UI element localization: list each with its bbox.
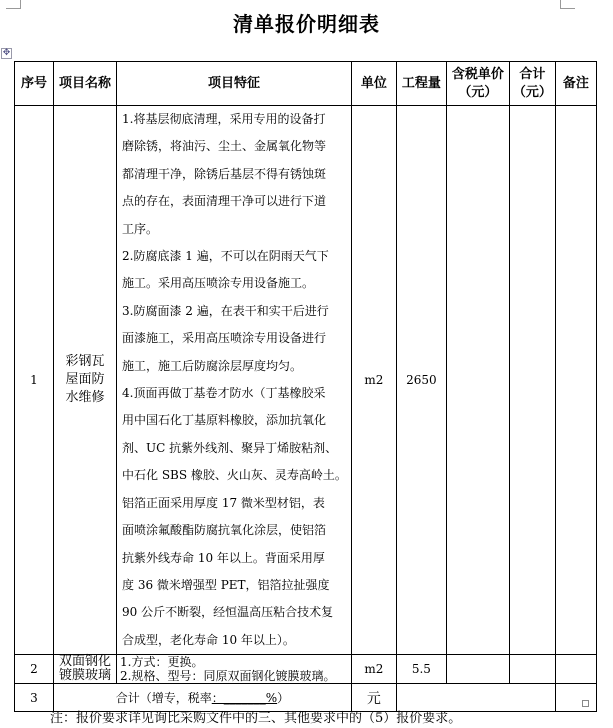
- feature-line: 点的存在，表面清理干净可以进行下道: [122, 194, 327, 209]
- feature-line: 剂、UC 抗紫外线剂、聚异丁烯胺粘剂、: [122, 440, 338, 455]
- feature-line: 4.顶面再做丁基卷才防水（丁基橡胶采: [122, 386, 326, 401]
- row-remark[interactable]: [555, 106, 596, 655]
- row-unit-price[interactable]: [446, 106, 509, 655]
- row-remark[interactable]: [555, 655, 596, 684]
- header-quantity: 工程量: [396, 62, 446, 106]
- feature-line: 中石化 SBS 橡胶、火山灰、灵寿高岭土。: [122, 468, 347, 483]
- feature-line: 度 36 微米增强型 PET，铝箔拉扯强度: [122, 577, 330, 592]
- row-features[interactable]: [117, 106, 352, 655]
- header-total: 合计（元）: [509, 62, 555, 106]
- feature-line: 合成型，老化寿命 10 年以上）。: [122, 632, 295, 647]
- feature-line: 面漆施工，采用高压喷涂专用设备进行: [122, 331, 327, 346]
- header-name: 项目名称: [54, 62, 117, 106]
- feature-line: 90 公斤不断裂，经恒温高压粘合技术复: [122, 605, 334, 620]
- table-row: [15, 655, 597, 684]
- row-quantity[interactable]: 2650: [396, 106, 446, 655]
- header-features: 项目特征: [117, 62, 352, 106]
- row-name[interactable]: 彩钢瓦屋面防水维修: [54, 106, 117, 655]
- row-features[interactable]: [117, 655, 352, 684]
- feature-line: 2.防腐底漆 1 遍，不可以在阴雨天气下: [122, 249, 329, 264]
- row-unit-price[interactable]: [446, 655, 509, 684]
- total-no: 3: [15, 684, 54, 712]
- row-no[interactable]: 2: [15, 655, 54, 684]
- feature-line: 面喷涂氟酸酯防腐抗氧化涂层，使铝箔: [122, 523, 327, 538]
- tax-rate-field[interactable]: ：_______%: [211, 691, 278, 706]
- table-row: [15, 106, 597, 655]
- header-no: 序号: [15, 62, 54, 106]
- quote-table: [14, 61, 597, 712]
- total-remark[interactable]: [555, 684, 596, 712]
- row-total[interactable]: [509, 655, 555, 684]
- feature-line: 1.方式：更换。: [120, 655, 204, 670]
- feature-line: 施工。采用高压喷涂专用设备施工。: [122, 276, 315, 291]
- feature-line: 磨除锈，将油污、尘土、金属氧化物等: [122, 139, 327, 154]
- total-unit: 元: [351, 684, 396, 712]
- feature-line: 都清理干净，除锈后基层不得有锈蚀斑: [122, 166, 327, 181]
- row-name[interactable]: 双面钢化镀膜玻璃: [54, 655, 117, 684]
- row-total[interactable]: [509, 106, 555, 655]
- header-row: [15, 62, 597, 106]
- feature-line: 施工，施工后防腐涂层厚度均匀。: [122, 358, 303, 373]
- feature-line: 1.将基层彻底清理，采用专用的设备打: [122, 112, 326, 126]
- feature-line: 用中国石化丁基原料橡胶，添加抗氧化: [122, 413, 327, 428]
- header-remark: 备注: [555, 62, 596, 106]
- table-move-handle-icon[interactable]: ✥: [2, 48, 11, 58]
- row-unit[interactable]: m2: [351, 655, 396, 684]
- header-unit-price: 含税单价（元）: [446, 62, 509, 106]
- feature-line: 工序。: [122, 221, 159, 236]
- row-no[interactable]: 1: [15, 106, 54, 655]
- feature-line: 2.规格、型号：同原双面钢化镀膜玻璃。: [120, 669, 336, 684]
- feature-line: 3.防腐面漆 2 遍，在表干和实干后进行: [122, 303, 329, 318]
- feature-line: 抗紫外线寿命 10 年以上。背面采用厚: [122, 550, 325, 565]
- row-unit[interactable]: m2: [351, 106, 396, 655]
- page-title: 清单报价明细表: [233, 12, 380, 36]
- footnote: 注：报价要求详见询比采购文件中的三、其他要求中的（5）报价要求。: [50, 711, 462, 726]
- total-label-suffix: ）: [277, 691, 290, 706]
- row-quantity[interactable]: 5.5: [396, 655, 446, 684]
- table-resize-handle[interactable]: [582, 700, 589, 707]
- header-unit: 单位: [351, 62, 396, 106]
- total-label-prefix: 合计（增专，税率: [115, 691, 212, 706]
- feature-line: 铝箔正面采用厚度 17 微米型材铝，表: [122, 495, 325, 510]
